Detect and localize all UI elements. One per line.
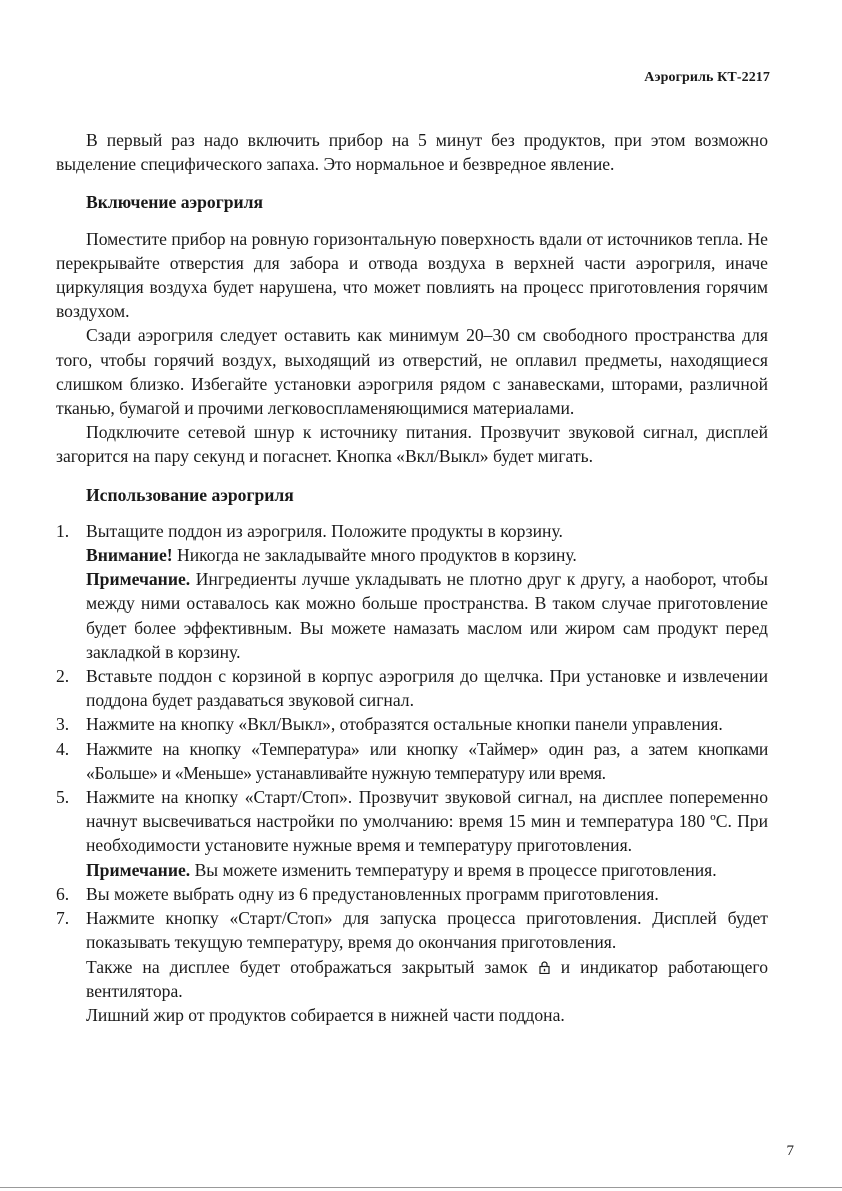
step-text: Нажмите на кнопку «Вкл/Выкл», отобразятся остальные кнопки панели управления. xyxy=(86,714,723,735)
note-text: Ингредиенты лучше укладывать не плотно друг к другу, а наоборот, чтобы между ними оставалось как можно больше пространства. В таком случае приготовление будет более эффективным. Вы можете намазать маслом или жиром сам продукт перед закладкой в корзину. xyxy=(86,569,768,662)
warning-text: Никогда не закладывайте много продуктов в корзину. xyxy=(172,545,577,566)
step-text: Нажмите кнопку «Старт/Стоп» для запуска процесса приготовления. Дисплей будет показывать текущую температуру, время до окончания приготовления. xyxy=(86,908,768,953)
list-item xyxy=(56,882,768,906)
paragraph-clearance: Сзади аэрогриля следует оставить как минимум 20–30 см свободного пространства для того, чтобы горячий воздух, выходящий из отверстий, не оплавил предметы, находящиеся слишком близко. Избегайте установки аэрогриля рядом с занавесками, шторами, различной тканью, бумагой и прочими легковоспламеняющимися материалами. xyxy=(56,325,768,419)
note-label: Примечание. xyxy=(86,569,191,590)
step-text: Вытащите поддон из аэрогриля. Положите продукты в корзину. xyxy=(86,520,563,541)
step-number: 4. xyxy=(56,738,70,759)
list-item xyxy=(56,664,768,712)
step-text: Нажмите на кнопку «Температура» или кнопку «Таймер» один раз, а затем кнопками «Больше» и «Меньше» устанавливайте нужную температуру или время. xyxy=(86,738,768,783)
page-content xyxy=(56,128,768,1027)
step-number: 5. xyxy=(56,787,70,808)
step-text: Вы можете выбрать одну из 6 предустановленных программ приготовления. xyxy=(86,883,659,904)
step-number: 2. xyxy=(56,666,70,687)
intro-paragraph: В первый раз надо включить прибор на 5 минут без продуктов, при этом возможно выделение специфического запаха. Это нормальное и безвредное явление. xyxy=(56,130,768,175)
step-extra: Лишний жир от продуктов собирается в нижней части поддона. xyxy=(86,1004,565,1025)
document-header-title: Аэрогриль КТ-2217 xyxy=(644,70,770,85)
section-heading-usage: Использование аэрогриля xyxy=(86,484,294,505)
paragraph-connect-power: Подключите сетевой шнур к источнику питания. Прозвучит звуковой сигнал, дисплей загорится на пару секунд и погаснет. Кнопка «Вкл/Выкл» будет мигать. xyxy=(56,422,768,467)
list-item xyxy=(56,737,768,785)
step-number: 1. xyxy=(56,520,70,541)
step-text: Нажмите на кнопку «Старт/Стоп». Прозвучит звуковой сигнал, на дисплее попеременно начнут высвечиваться настройки по умолчанию: время 15 мин и температура 180 ºС. При необходимости установите нужные время и температуру приготовления. xyxy=(86,787,768,856)
lock-icon xyxy=(539,956,550,969)
step-number: 7. xyxy=(56,908,70,929)
step-number: 3. xyxy=(56,714,70,735)
page-bottom-rule xyxy=(0,1187,842,1188)
step-text: Вставьте поддон с корзиной в корпус аэрогриля до щелчка. При установке и извлечении поддона будет раздаваться звуковой сигнал. xyxy=(86,666,768,711)
note-text: Вы можете изменить температуру и время в процессе приготовления. xyxy=(190,859,717,880)
step-note xyxy=(86,858,768,882)
step-warning xyxy=(86,543,768,567)
section-heading-power-on: Включение аэрогриля xyxy=(86,192,264,213)
list-item xyxy=(56,785,768,882)
lock-line-text-before: Также на дисплее будет отображаться закрытый замок xyxy=(86,956,528,977)
page-number: 7 xyxy=(786,1143,794,1159)
step-note xyxy=(86,567,768,664)
list-item xyxy=(56,519,768,664)
note-label: Примечание. xyxy=(86,859,191,880)
list-item xyxy=(56,906,768,1027)
usage-steps-list xyxy=(56,519,768,1027)
list-item xyxy=(56,712,768,736)
step-number: 6. xyxy=(56,883,70,904)
paragraph-placement: Поместите прибор на ровную горизонтальную поверхность вдали от источников тепла. Не перекрывайте отверстия для забора и отвода воздуха в верхней части аэрогриля, иначе циркуляция воздуха будет нарушена, что может повлиять на процесс приготовления горячим воздухом. xyxy=(56,228,768,322)
lock-line-text-after: и индикатор работающего вентилятора. xyxy=(86,956,768,1001)
step-lock-line xyxy=(86,955,768,1003)
warning-label: Внимание! xyxy=(86,545,173,566)
